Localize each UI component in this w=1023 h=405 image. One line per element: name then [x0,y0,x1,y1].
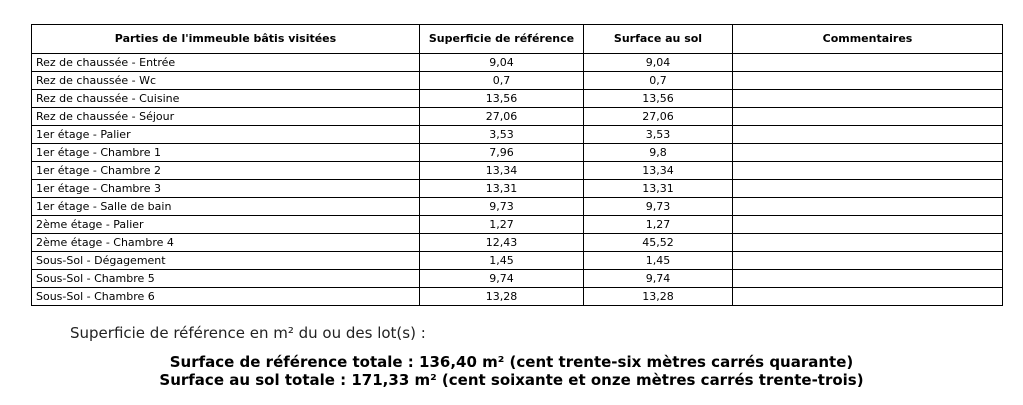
cell-commentaires [733,234,1003,252]
cell-superficie-reference: 3,53 [420,126,584,144]
cell-piece: 1er étage - Chambre 2 [32,162,420,180]
cell-superficie-reference: 0,7 [420,72,584,90]
cell-superficie-reference: 13,28 [420,288,584,306]
cell-commentaires [733,252,1003,270]
cell-piece: 2ème étage - Chambre 4 [32,234,420,252]
cell-piece: Rez de chaussée - Séjour [32,108,420,126]
subtitle-superficie: Superficie de référence en m² du ou des lot(s) : [70,324,426,342]
header-commentaires: Commentaires [733,25,1003,54]
cell-superficie-reference: 7,96 [420,144,584,162]
cell-surface-sol: 9,74 [584,270,733,288]
cell-superficie-reference: 13,31 [420,180,584,198]
cell-superficie-reference: 1,27 [420,216,584,234]
table-row [32,252,1003,270]
cell-piece: 2ème étage - Palier [32,216,420,234]
cell-surface-sol: 9,8 [584,144,733,162]
cell-commentaires [733,108,1003,126]
table-row [32,126,1003,144]
cell-commentaires [733,54,1003,72]
cell-surface-sol: 1,45 [584,252,733,270]
cell-piece: 1er étage - Chambre 1 [32,144,420,162]
cell-superficie-reference: 9,73 [420,198,584,216]
total-surface-sol: Surface au sol totale : 171,33 m² (cent soixante et onze mètres carrés trente-trois) [159,371,864,389]
table-row [32,90,1003,108]
cell-commentaires [733,180,1003,198]
cell-commentaires [733,198,1003,216]
cell-piece: Rez de chaussée - Entrée [32,54,420,72]
header-superficie-reference: Superficie de référence [420,25,584,54]
table-header-row [32,25,1003,54]
cell-surface-sol: 45,52 [584,234,733,252]
cell-piece: Rez de chaussée - Wc [32,72,420,90]
cell-commentaires [733,126,1003,144]
cell-piece: Sous-Sol - Chambre 6 [32,288,420,306]
cell-superficie-reference: 27,06 [420,108,584,126]
cell-piece: 1er étage - Palier [32,126,420,144]
header-surface-sol: Surface au sol [584,25,733,54]
cell-piece: Sous-Sol - Dégagement [32,252,420,270]
table-row [32,54,1003,72]
cell-superficie-reference: 1,45 [420,252,584,270]
cell-superficie-reference: 13,34 [420,162,584,180]
cell-surface-sol: 3,53 [584,126,733,144]
table-row [32,108,1003,126]
cell-surface-sol: 13,34 [584,162,733,180]
cell-surface-sol: 0,7 [584,72,733,90]
table-row [32,216,1003,234]
table-row [32,288,1003,306]
cell-commentaires [733,162,1003,180]
cell-surface-sol: 9,73 [584,198,733,216]
table-row [32,270,1003,288]
cell-commentaires [733,216,1003,234]
surfaces-table [31,24,1003,306]
cell-superficie-reference: 12,43 [420,234,584,252]
cell-superficie-reference: 13,56 [420,90,584,108]
table-row [32,72,1003,90]
cell-piece: 1er étage - Chambre 3 [32,180,420,198]
table-row [32,180,1003,198]
cell-surface-sol: 13,31 [584,180,733,198]
cell-surface-sol: 27,06 [584,108,733,126]
cell-surface-sol: 9,04 [584,54,733,72]
cell-commentaires [733,288,1003,306]
header-piece: Parties de l'immeuble bâtis visitées [32,25,420,54]
table-row [32,144,1003,162]
cell-commentaires [733,72,1003,90]
cell-superficie-reference: 9,04 [420,54,584,72]
table-row [32,162,1003,180]
total-surface-reference: Surface de référence totale : 136,40 m² (cent trente-six mètres carrés quarante) [169,353,854,371]
cell-commentaires [733,90,1003,108]
cell-surface-sol: 13,56 [584,90,733,108]
cell-commentaires [733,270,1003,288]
cell-commentaires [733,144,1003,162]
cell-surface-sol: 13,28 [584,288,733,306]
table-row [32,234,1003,252]
cell-piece: Sous-Sol - Chambre 5 [32,270,420,288]
cell-piece: Rez de chaussée - Cuisine [32,90,420,108]
table-row [32,198,1003,216]
cell-piece: 1er étage - Salle de bain [32,198,420,216]
cell-surface-sol: 1,27 [584,216,733,234]
table-body [32,54,1003,306]
cell-superficie-reference: 9,74 [420,270,584,288]
